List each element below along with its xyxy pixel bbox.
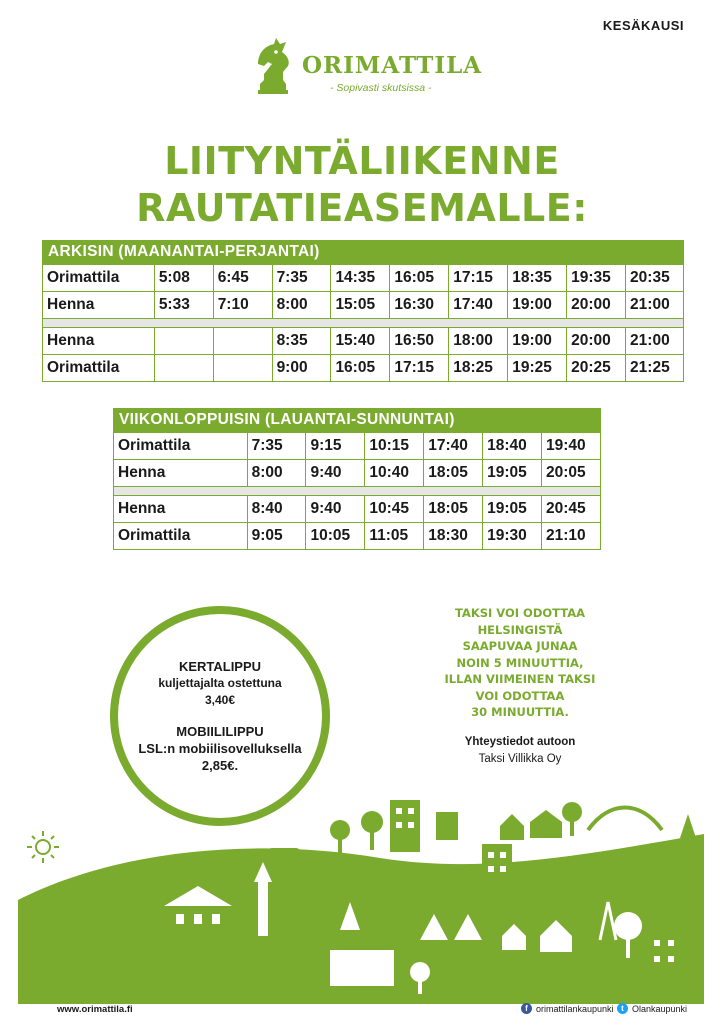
- departure-time: 20:00: [567, 292, 626, 319]
- page-title: [0, 138, 724, 232]
- table-row: [43, 328, 684, 355]
- departure-time: 20:35: [626, 265, 684, 292]
- town-illustration: [0, 790, 724, 1004]
- single-ticket-title: KERTALIPPU: [178, 659, 262, 674]
- departure-time: 16:50: [390, 328, 449, 355]
- departure-time: 7:35: [272, 265, 331, 292]
- notice-line: NOIN 5 MINUUTTIA,: [456, 655, 584, 670]
- stop-name: Henna: [43, 328, 155, 355]
- table-row: [43, 355, 684, 382]
- departure-time: 9:05: [247, 523, 306, 550]
- departure-time: 10:45: [365, 496, 424, 523]
- departure-time: 19:05: [483, 496, 542, 523]
- weekday-timetable: [42, 240, 684, 382]
- single-ticket-price: 3,40€: [204, 693, 236, 707]
- table-row: [114, 523, 601, 550]
- departure-time: 19:00: [508, 292, 567, 319]
- departure-time: 19:30: [483, 523, 542, 550]
- weekend-title: VIIKONLOPPUISIN (LAUANTAI-SUNNUNTAI): [113, 408, 601, 432]
- logo: [250, 32, 483, 102]
- table-row: [114, 496, 601, 523]
- contact-title: Yhteystiedot autoon: [464, 736, 576, 748]
- departure-time: 16:30: [390, 292, 449, 319]
- departure-time: 9:40: [306, 460, 365, 487]
- departure-time: 17:40: [449, 292, 508, 319]
- departure-time: 18:05: [424, 460, 483, 487]
- stop-name: Henna: [114, 496, 248, 523]
- stop-name: Orimattila: [114, 433, 248, 460]
- departure-time: 8:35: [272, 328, 331, 355]
- departure-time: 21:25: [626, 355, 684, 382]
- twitter-handle: Olankaupunki: [632, 1003, 688, 1014]
- departure-time: 18:35: [508, 265, 567, 292]
- stop-name: Orimattila: [114, 523, 248, 550]
- departure-time: 16:05: [390, 265, 449, 292]
- notice-line: 30 MINUUTTIA.: [471, 705, 569, 719]
- departure-time: 5:33: [154, 292, 213, 319]
- departure-time: 21:10: [542, 523, 601, 550]
- departure-time: 21:00: [626, 328, 684, 355]
- departure-time: 18:00: [449, 328, 508, 355]
- departure-time: 10:40: [365, 460, 424, 487]
- twitter-icon: t: [617, 1003, 628, 1014]
- weekday-title: ARKISIN (MAANANTAI-PERJANTAI): [42, 240, 684, 264]
- departure-time: 18:05: [424, 496, 483, 523]
- departure-time: 10:15: [365, 433, 424, 460]
- weekday-table: [42, 264, 684, 382]
- single-ticket-info: kuljettajalta ostettuna: [158, 676, 282, 690]
- departure-time: [213, 355, 272, 382]
- departure-time: 20:25: [567, 355, 626, 382]
- departure-time: 14:35: [331, 265, 390, 292]
- slogan: - Sopivasti skutsissa -: [330, 82, 432, 94]
- notice-line: SAAPUVAA JUNAA: [462, 639, 578, 653]
- chess-knight-icon: [250, 32, 296, 96]
- departure-time: 20:00: [567, 328, 626, 355]
- facebook-icon: f: [521, 1003, 532, 1014]
- weekend-timetable: [113, 408, 601, 550]
- stop-name: Henna: [43, 292, 155, 319]
- stop-name: Orimattila: [43, 355, 155, 382]
- row-separator: [43, 319, 684, 328]
- departure-time: 17:15: [449, 265, 508, 292]
- departure-time: 9:00: [272, 355, 331, 382]
- departure-time: 15:05: [331, 292, 390, 319]
- departure-time: 8:00: [272, 292, 331, 319]
- departure-time: 16:05: [331, 355, 390, 382]
- website-link[interactable]: www.orimattila.fi: [57, 1004, 133, 1015]
- mobile-ticket-title: MOBIILILIPPU: [176, 724, 264, 739]
- departure-time: 19:00: [508, 328, 567, 355]
- departure-time: 10:05: [306, 523, 365, 550]
- stop-name: Orimattila: [43, 265, 155, 292]
- table-row: [43, 265, 684, 292]
- brand-name: ORIMATTILA: [302, 52, 483, 79]
- departure-time: 8:00: [247, 460, 306, 487]
- facebook-handle: orimattilankaupunki: [536, 1003, 614, 1014]
- departure-time: 9:40: [306, 496, 365, 523]
- contact-company: Taksi Villikka Oy: [478, 753, 562, 765]
- taxi-notice: [410, 605, 630, 721]
- footer: [0, 1000, 724, 1024]
- departure-time: 17:15: [390, 355, 449, 382]
- departure-time: 17:40: [424, 433, 483, 460]
- notice-line: VOI ODOTTAA: [475, 688, 565, 703]
- table-row: [43, 292, 684, 319]
- departure-time: 19:05: [483, 460, 542, 487]
- facebook-link[interactable]: [521, 1003, 614, 1014]
- stop-name: Henna: [114, 460, 248, 487]
- notice-line: ILLAN VIIMEINEN TAKSI: [444, 672, 596, 686]
- weekend-table: [113, 432, 601, 550]
- departure-time: [213, 328, 272, 355]
- row-separator: [114, 487, 601, 496]
- season-label: KESÄKAUSI: [602, 18, 684, 33]
- departure-time: 18:30: [424, 523, 483, 550]
- departure-time: 9:15: [306, 433, 365, 460]
- departure-time: 6:45: [213, 265, 272, 292]
- departure-time: [154, 355, 213, 382]
- departure-time: 19:35: [567, 265, 626, 292]
- departure-time: 8:40: [247, 496, 306, 523]
- departure-time: [154, 328, 213, 355]
- table-row: [114, 460, 601, 487]
- twitter-link[interactable]: [617, 1003, 687, 1014]
- departure-time: 20:05: [542, 460, 601, 487]
- page-title-line-1: LIITYNTÄLIIKENNE: [164, 139, 560, 183]
- departure-time: 11:05: [365, 523, 424, 550]
- notice-line: TAKSI VOI ODOTTAA: [454, 606, 586, 620]
- departure-time: 15:40: [331, 328, 390, 355]
- departure-time: 19:40: [542, 433, 601, 460]
- notice-line: HELSINGISTÄ: [477, 622, 563, 637]
- departure-time: 21:00: [626, 292, 684, 319]
- contact-info: [410, 734, 630, 768]
- departure-time: 19:25: [508, 355, 567, 382]
- departure-time: 18:25: [449, 355, 508, 382]
- departure-time: 20:45: [542, 496, 601, 523]
- mobile-ticket-price: 2,85€.: [201, 758, 239, 773]
- page-title-line-2: RAUTATIEASEMALLE:: [136, 186, 588, 230]
- table-row: [114, 433, 601, 460]
- departure-time: 5:08: [154, 265, 213, 292]
- departure-time: 7:10: [213, 292, 272, 319]
- departure-time: 18:40: [483, 433, 542, 460]
- mobile-ticket-info: LSL:n mobiilisovelluksella: [138, 741, 302, 756]
- departure-time: 7:35: [247, 433, 306, 460]
